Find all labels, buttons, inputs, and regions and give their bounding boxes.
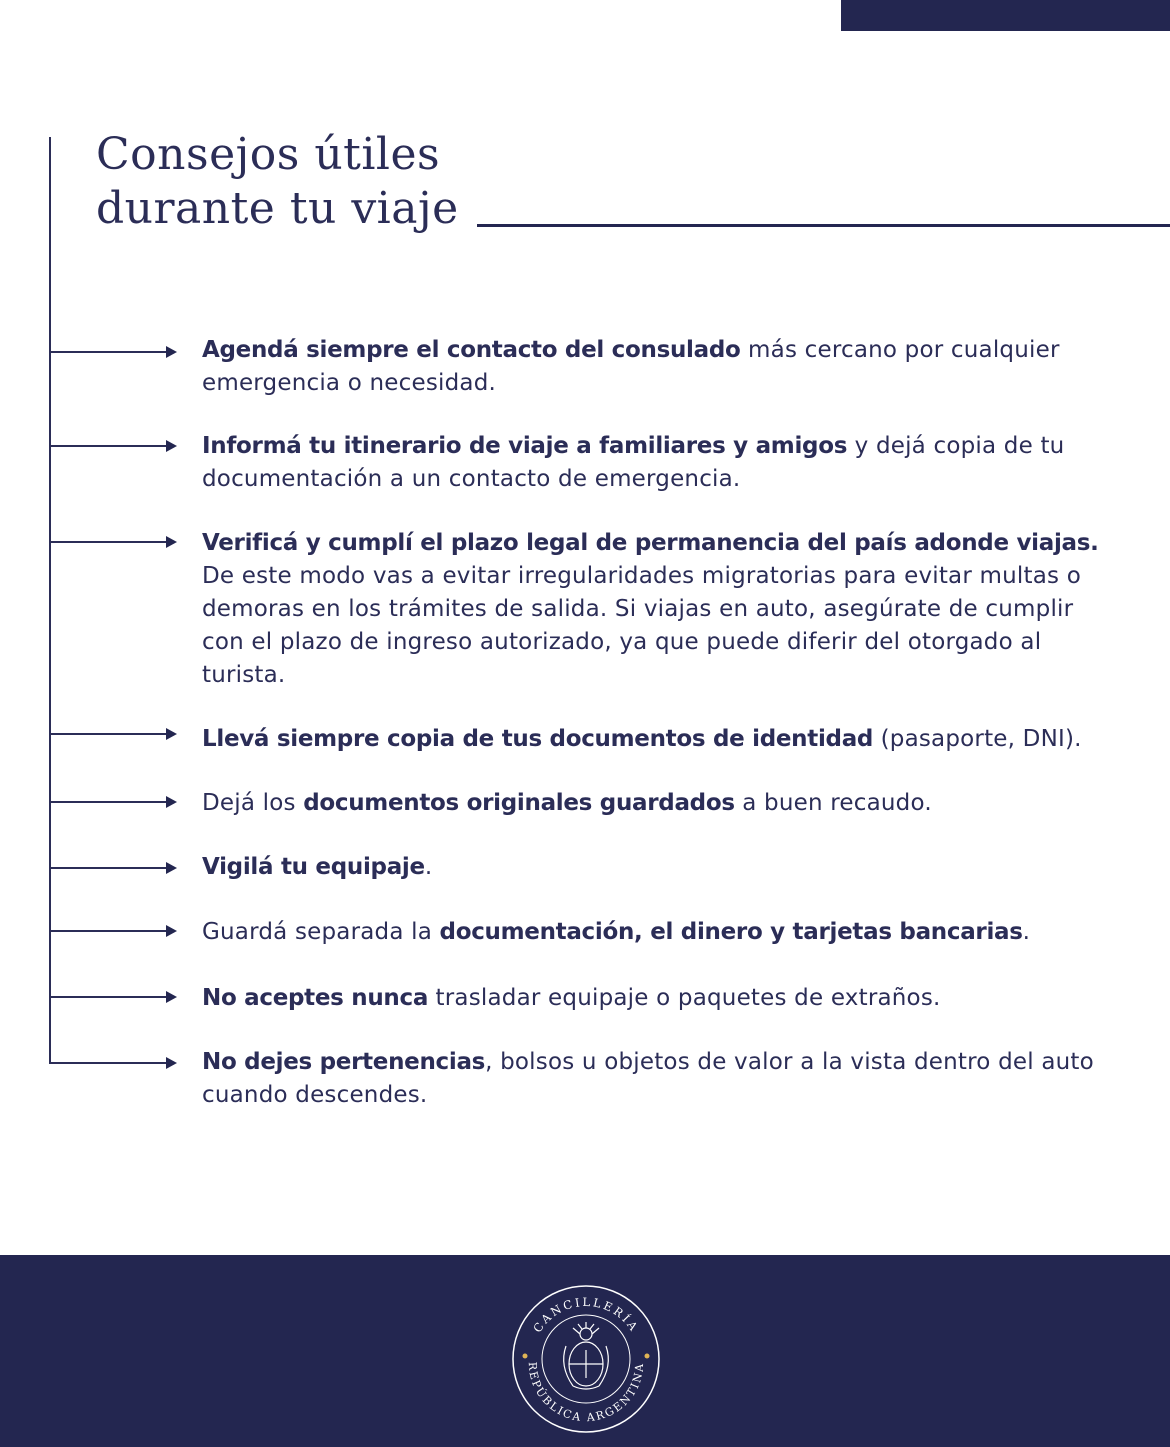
page-title (96, 128, 459, 236)
tip-bold-text: Informá tu itinerario de viaje a familiares y amigos (202, 433, 848, 459)
tip-regular-text: trasladar equipaje o paquetes de extraños. (428, 985, 941, 1011)
cancilleria-seal-logo (511, 1284, 661, 1434)
seal-dot-right (645, 1354, 650, 1359)
title-line-1: Consejos útiles (96, 129, 441, 180)
connector-line (49, 1062, 167, 1064)
tip-text (202, 430, 1102, 496)
tip-regular-text: más cercano por cualquier emergencia o necesidad. (202, 337, 1060, 396)
connector-line (49, 351, 167, 353)
tip-text (202, 982, 1102, 1015)
tip-regular-text: , bolsos u objetos de valor a la vista dentro del auto cuando descendes. (202, 1049, 1094, 1108)
connector-line (49, 445, 167, 447)
connector-line (49, 996, 167, 998)
connector-line (49, 801, 167, 803)
arrow-icon (166, 440, 177, 452)
tip-regular-text: y dejá copia de tu documentación a un contacto de emergencia. (202, 433, 1065, 492)
arrow-icon (166, 536, 177, 548)
arrow-icon (166, 991, 177, 1003)
connector-line (49, 867, 167, 869)
tip-text (202, 916, 1102, 949)
seal-bottom-text: REPÚBLICA ARGENTINA (525, 1361, 647, 1425)
tip-text (202, 527, 1102, 692)
seal-dot-left (523, 1354, 528, 1359)
tip-bold-text: Llevá siempre copia de tus documentos de identidad (202, 726, 874, 752)
tip-bold-text: documentación, el dinero y tarjetas bancarias (439, 919, 1023, 945)
tip-bold-text: Vigilá tu equipaje (202, 854, 425, 880)
arrow-icon (166, 728, 177, 740)
tip-regular-text: (pasaporte, DNI). (873, 726, 1082, 752)
seal-top-text: CANCILLERÍA (530, 1294, 642, 1336)
tip-regular-text: Guardá separada la (202, 919, 440, 945)
tip-regular-text: . (1022, 919, 1031, 945)
arrow-icon (166, 796, 177, 808)
tip-regular-text: a buen recaudo. (734, 790, 932, 816)
title-underline (477, 224, 1170, 227)
tip-bold-text: Verificá y cumplí el plazo legal de permanencia del país adonde viajas. (202, 530, 1099, 556)
tip-bold-text: documentos originales guardados (303, 790, 735, 816)
tip-regular-text: . (424, 854, 433, 880)
tip-text (202, 787, 1102, 820)
tip-bold-text: Agendá siempre el contacto del consulado (202, 337, 741, 363)
tip-bold-text: No aceptes nunca (202, 985, 429, 1011)
tip-text (202, 1046, 1102, 1112)
arrow-icon (166, 925, 177, 937)
title-line-2: durante tu viaje (96, 183, 459, 234)
top-accent-bar (841, 0, 1170, 31)
arrow-icon (166, 862, 177, 874)
arrow-icon (166, 1057, 177, 1069)
connector-line (49, 930, 167, 932)
connector-line (49, 541, 167, 543)
connector-line (49, 733, 167, 735)
tip-regular-text: Dejá los (202, 790, 304, 816)
tip-text (202, 334, 1102, 400)
timeline-line (49, 137, 51, 1064)
arrow-icon (166, 346, 177, 358)
tip-regular-text: De este modo vas a evitar irregularidades migratorias para evitar multas o demoras en los trámites de salida. Si viajas en auto, asegúrate de cumplir con el plazo de ingreso autorizado, ya que puede diferir del otorgado al turista. (202, 563, 1081, 688)
tip-bold-text: No dejes pertenencias (202, 1049, 486, 1075)
coat-of-arms-icon (564, 1322, 609, 1389)
tip-text (202, 851, 1102, 884)
tip-text (202, 723, 1102, 756)
